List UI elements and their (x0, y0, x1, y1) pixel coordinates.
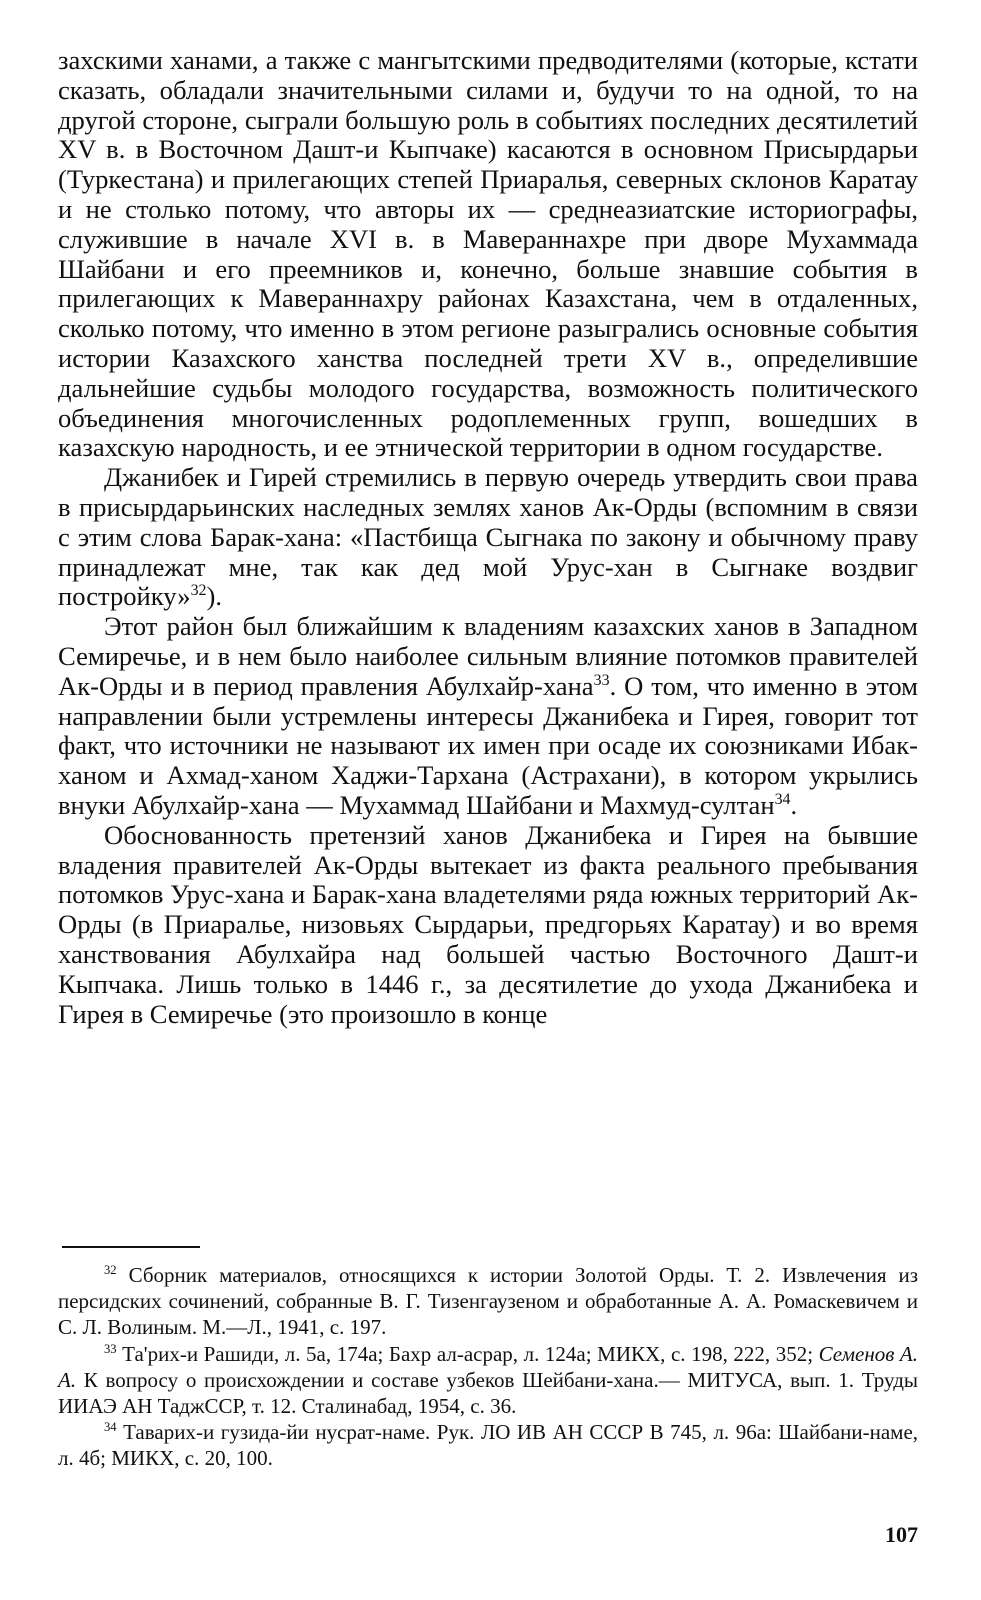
footnote-ref-34[interactable]: 34 (774, 791, 791, 809)
paragraph-2: Джанибек и Гирей стремились в первую очередь утвердить свои права в присырдарьинских наследных землях ханов Ак-Орды (вспомним в связи с этим слова Барак-хана: «Пастбища Сыгнака по закону и обычному праву принадлежат мне, так как дед мой Урус-хан в Сыгнаке воздвиг постройку»$^{32}$). (58, 462, 918, 612)
footnote-number: 32 (104, 1263, 117, 1277)
footnote-number: 34 (104, 1420, 117, 1435)
paragraph-1: захскими ханами, а также с мангытскими предводителями (которые, кстати сказать, обладали значительными силами и, будучи то на одной, то на другой стороне, сыграли большую роль в событиях последних десятилетий XV в. в Восточном Дашт-и Кыпчаке) касаются в основном Присырдарьи (Туркестана) и прилегающих степей Приаралья, северных склонов Каратау и не столько потому, что авторы их — среднеазиатские историографы, служившие в начале XVI в. в Мавераннахре при дворе Мухаммада Шайбани и его преемников и, конечно, больше знавшие события в прилегающих к Мавераннахру районах Казахстана, чем в отдаленных, сколько потому, что именно в этом регионе разыгрались основные события истории Казахского ханства последней трети XV в., определившие дальнейшие судьбы молодого государства, возможность политического объединения многочисленных родоплеменных групп, вошедших в казахскую народность, и ее этнической территории в одном государстве. (58, 45, 918, 463)
footnote-author: Семенов А. А. (58, 1341, 919, 1392)
footnote-32: $^{32}$ Сборник материалов, относящихся к истории Золотой Орды. Т. 2. Извлечения из персидских сочинений, собранные В. Г. Тизенгаузеном и обработанные А. А. Ромаскевичем и С. Л. Волиным. М.—Л., 1941, с. 197. (58, 1263, 918, 1340)
footnote-divider (62, 1246, 200, 1248)
footnote-number: 33 (104, 1341, 117, 1356)
footnotes (58, 1262, 918, 1472)
main-text (58, 46, 918, 1029)
footnote-ref-32[interactable]: 32 (190, 582, 207, 600)
footnote-ref-33[interactable]: 33 (593, 671, 610, 689)
paragraph-4: Обоснованность претензий ханов Джанибека и Гирея на бывшие владения правителей Ак-Орды вытекает из факта реального пребывания потомков Урус-хана и Барак-хана владетелями ряда южных территорий Ак-Орды (в Приаралье, низовьях Сырдарьи, предгорьях Каратау) и во время ханствования Абулхайра над большей частью Восточного Дашт-и Кыпчака. Лишь только в 1446 г., за десятилетие до ухода Джанибека и Гирея в Семиречье (это произошло в конце (58, 819, 918, 1029)
footnote-33: $^{33}$ Та'рих-и Рашиди, л. 5а, 174а; Бахр ал-асрар, л. 124а; МИКХ, с. 198, 222, 352; Семенов А. А. К вопросу о происхождении и составе узбеков Шейбани-хана.— МИТУСА, вып. 1. Труды ИИАЭ АН ТаджССР, т. 12. Сталинабад, 1954, с. 36. (58, 1341, 919, 1419)
paragraph-3: Этот район был ближайшим к владениям казахских ханов в Западном Семиречье, и в нем было наиболее сильным влияние потомков правителей Ак-Орды и в период правления Абулхайр-хана$^{33}$. О том, что именно в этом направлении были устремлены интересы Джанибека и Гирея, говорит тот факт, что источники не называют их имен при осаде их союзниками Ибак-ханом и Ахмад-ханом Хаджи-Тархана (Астрахани), в котором укрылись внуки Абулхайр-хана — Мухаммад Шайбани и Махмуд-султан$^{34}$. (58, 611, 919, 820)
page-number: 107 (885, 1522, 918, 1547)
footnote-34: $^{34}$ Таварих-и гузида-йи нусрат-наме. Рук. ЛО ИВ АН СССР В 745, л. 96а: Шайбани-наме, л. 4б; МИКХ, с. 20, 100. (58, 1420, 919, 1471)
